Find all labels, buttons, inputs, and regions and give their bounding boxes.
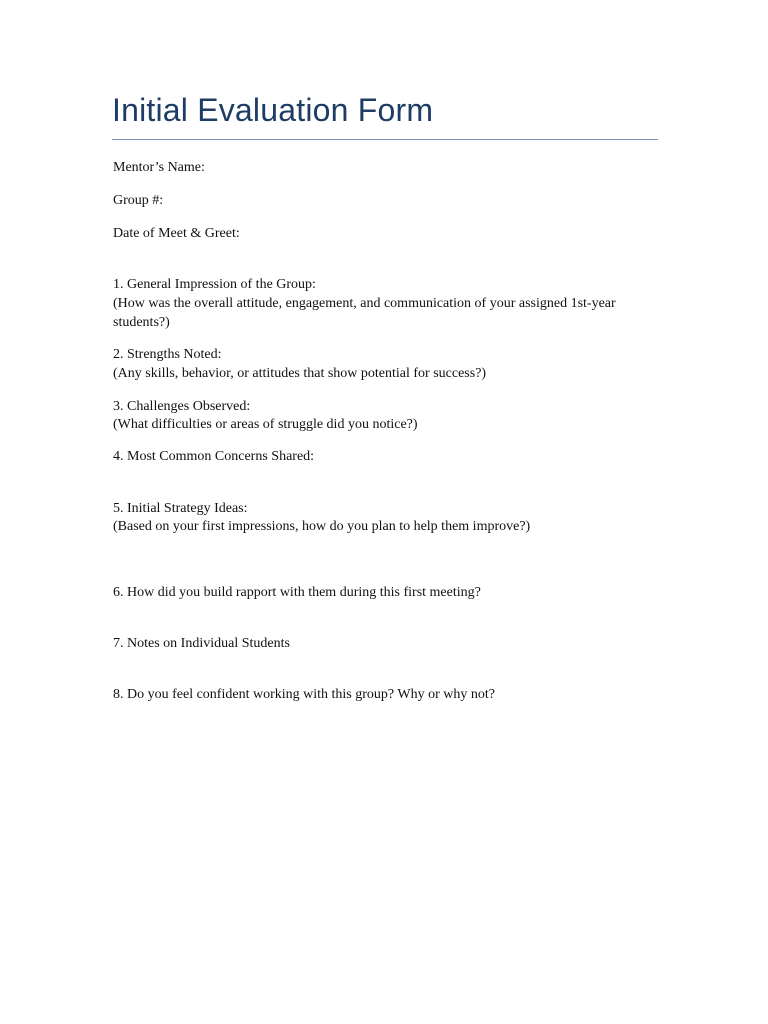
question-8-heading: 8. Do you feel confident working with this group? Why or why not? [113, 687, 495, 702]
group-number-label: Group #: [113, 193, 164, 208]
question-3-prompt: (What difficulties or areas of struggle did you notice?) [113, 417, 418, 432]
mentor-name-label: Mentor’s Name: [113, 160, 205, 175]
question-1-prompt: (How was the overall attitude, engagement, and communication of your assigned 1st-year students?) [113, 296, 616, 330]
question-3-heading: 3. Challenges Observed: [113, 399, 251, 414]
question-5-heading: 5. Initial Strategy Ideas: [113, 501, 248, 516]
meet-greet-date-label: Date of Meet & Greet: [113, 226, 240, 241]
question-5-prompt: (Based on your first impressions, how do you plan to help them improve?) [113, 519, 531, 534]
title-underline [112, 139, 658, 140]
question-1-heading: 1. General Impression of the Group: [113, 277, 316, 292]
question-7-heading: 7. Notes on Individual Students [113, 636, 290, 651]
question-4-heading: 4. Most Common Concerns Shared: [113, 449, 315, 464]
question-2-heading: 2. Strengths Noted: [113, 347, 222, 362]
page-title: Initial Evaluation Form [112, 92, 434, 128]
question-6-heading: 6. How did you build rapport with them during this first meeting? [113, 585, 481, 600]
question-2-prompt: (Any skills, behavior, or attitudes that show potential for success?) [113, 366, 487, 381]
